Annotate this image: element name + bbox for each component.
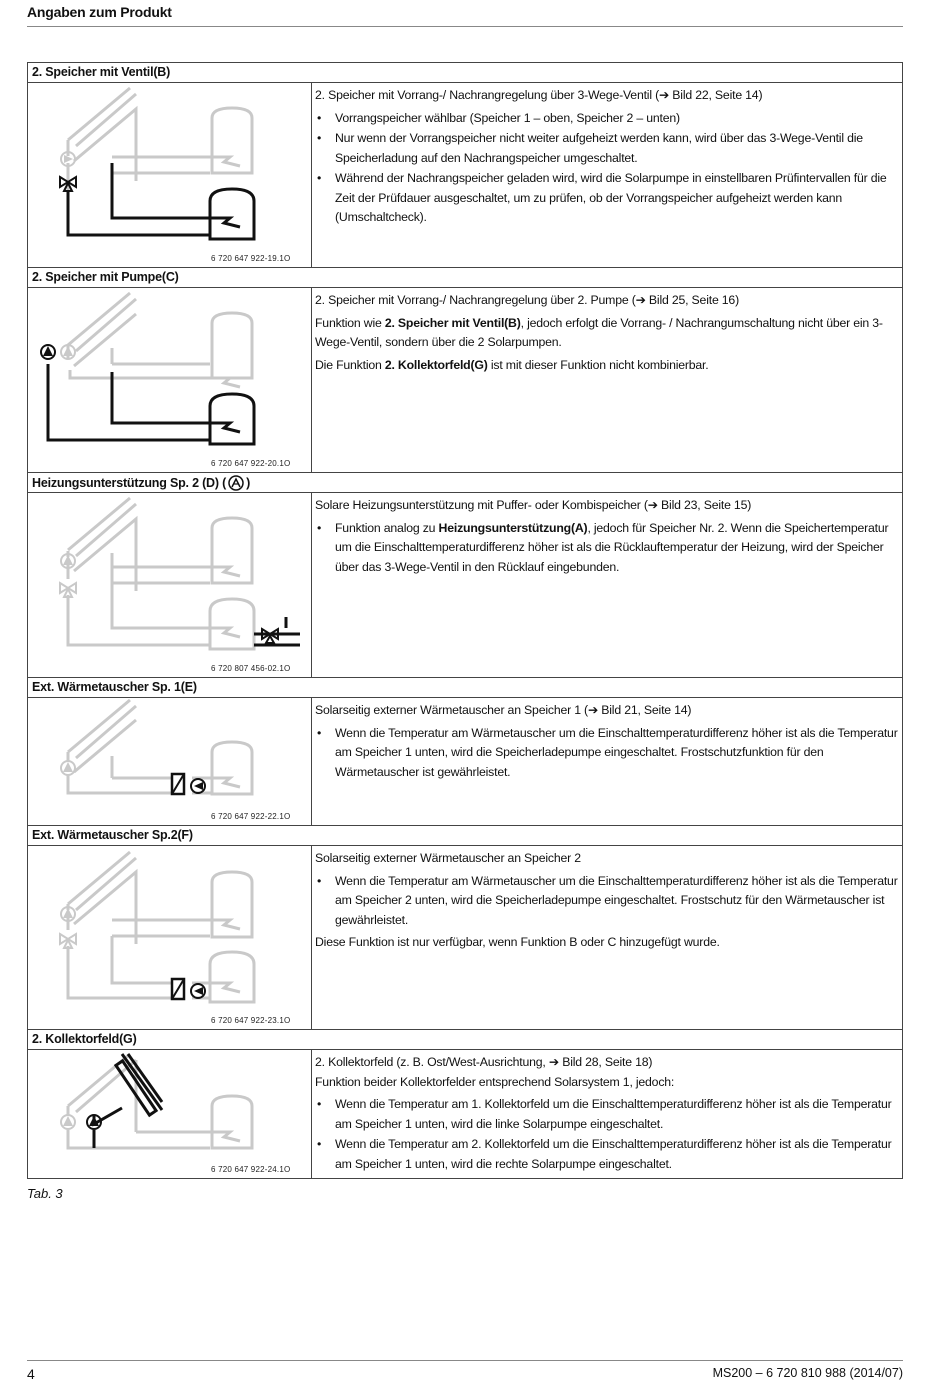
text-segment: ist mit dieser Funktion nicht kombinierbar.	[487, 357, 709, 372]
schematic-e	[28, 698, 312, 826]
function-reference: Heizungsunterstützung(A)	[438, 520, 588, 535]
text-line: Funktion beider Kollektorfelder entsprechend Solarsystem 1, jedoch:	[315, 1074, 675, 1089]
pump-icon	[191, 779, 205, 793]
text-segment: Funktion wie	[315, 315, 385, 330]
list-item: • Wenn die Temperatur am 2. Kollektorfeld um die Einschalttemperaturdifferenz höher ist als die Temperatur am Speicher 1 unten, wird die rechte Solarpumpe eingeschaltet.	[315, 1135, 898, 1174]
text-line: 2. Speicher mit Vorrang-/ Nachrangregelung über 2. Pumpe (➔ Bild 25, Seite 16)	[315, 293, 739, 307]
schematic-f	[28, 846, 312, 1030]
section-row-c	[28, 288, 902, 473]
section-title-b: 2. Speicher mit Ventil(B)	[28, 63, 902, 83]
bullet-list	[315, 872, 898, 931]
section-row-g	[28, 1050, 902, 1178]
figure-code: 6 720 807 456-02.1O	[211, 664, 291, 673]
function-table	[27, 62, 903, 1179]
figure-code: 6 720 647 922-22.1O	[211, 812, 291, 821]
text-line	[315, 356, 898, 376]
section-row-b	[28, 83, 902, 268]
list-item: • Wenn die Temperatur am Wärmetauscher um die Einschalttemperaturdifferenz höher ist als die Temperatur am Speicher 1 unten, wird die Speicherladepumpe eingeschaltet. Frostschutzfunktion für den Wärmetauscher ist gewährleistet.	[315, 724, 898, 783]
schematic-c	[28, 288, 312, 473]
figure-code: 6 720 647 922-23.1O	[211, 1016, 291, 1025]
section-text-g	[312, 1050, 902, 1178]
schematic-g	[28, 1050, 312, 1178]
diagram-d	[28, 493, 312, 677]
text-segment: , jedoch für Speicher Nr. 2. Wenn die Speichertemperatur um die Einschalttemperaturdifferenz höher ist als die Rücklauftemperatur der Heizung, wird der Speicher über das 3-Wege-Ventil in den Rücklauf eingebunden.	[335, 520, 889, 574]
three-way-valve-icon	[60, 583, 76, 597]
bullet-list	[315, 519, 898, 578]
text-line: Solarseitig externer Wärmetauscher an Speicher 2	[315, 851, 581, 865]
text-line: 2. Kollektorfeld (z. B. Ost/West-Ausrichtung, ➔ Bild 28, Seite 18)	[315, 1055, 653, 1069]
figure-code: 6 720 647 922-20.1O	[211, 459, 291, 468]
bullet-list	[315, 109, 898, 228]
list-item: • Nur wenn der Vorrangspeicher nicht weiter aufgeheizt werden kann, wird über das 3-Wege-Ventil die Speicherladung auf den Nachrangspeicher umgeschaltet.	[315, 129, 898, 168]
section-title-c: 2. Speicher mit Pumpe(C)	[28, 268, 902, 288]
schematic-d	[28, 493, 312, 678]
section-title-e: Ext. Wärmetauscher Sp. 1(E)	[28, 678, 902, 698]
text-segment: , jedoch erfolgt die Vorrang- / Nachrangumschaltung nicht über ein 3-Wege-Ventil, sondern über die 2 Solarpumpen.	[315, 315, 883, 349]
page-header: Angaben zum Produkt	[27, 4, 903, 27]
text-line: Diese Funktion ist nur verfügbar, wenn Funktion B oder C hinzugefügt wurde.	[315, 935, 720, 949]
section-title-g: 2. Kollektorfeld(G)	[28, 1030, 902, 1050]
section-title-f: Ext. Wärmetauscher Sp.2(F)	[28, 826, 902, 846]
heat-exchanger-icon	[172, 774, 184, 794]
page-number: 4	[27, 1366, 35, 1382]
list-item	[315, 519, 898, 578]
section-text-d	[312, 493, 902, 677]
section-title-d	[28, 473, 902, 493]
section-row-f	[28, 846, 902, 1030]
table-caption: Tab. 3	[27, 1186, 63, 1201]
pump-icon	[61, 1115, 75, 1129]
page-footer	[27, 1360, 903, 1382]
three-way-valve-icon	[262, 629, 278, 643]
text-line: 2. Speicher mit Vorrang-/ Nachrangregelung über 3-Wege-Ventil (➔ Bild 22, Seite 14)	[315, 88, 763, 102]
bullet-list	[315, 1095, 898, 1174]
figure-code: 6 720 647 922-19.1O	[211, 254, 291, 263]
function-reference: 2. Speicher mit Ventil(B)	[384, 315, 521, 330]
section-text-f	[312, 846, 902, 1029]
pump-icon	[41, 345, 55, 359]
diagram-e	[28, 698, 312, 825]
text-segment: Die Funktion	[315, 357, 385, 372]
diagram-f	[28, 846, 312, 1029]
heating-support-icon	[226, 475, 246, 491]
list-item: • Während der Nachrangspeicher geladen wird, wird die Solarpumpe in einstellbaren Prüfintervallen für die Zeit der Prüfdauer ausgeschaltet, um zu prüfen, ob der Vorrangspeicher aufgeheizt werden kann (Umschaltcheck).	[315, 169, 898, 228]
section-text-b	[312, 83, 902, 267]
bullet-list	[315, 724, 898, 783]
function-reference: 2. Kollektorfeld(G)	[384, 357, 488, 372]
diagram-g	[28, 1050, 312, 1178]
section-text-c	[312, 288, 902, 472]
text-line: Solare Heizungsunterstützung mit Puffer- oder Kombispeicher (➔ Bild 23, Seite 15)	[315, 498, 752, 512]
pump-icon	[191, 984, 205, 998]
figure-code: 6 720 647 922-24.1O	[211, 1165, 291, 1174]
schematic-b	[28, 83, 312, 268]
section-text-e	[312, 698, 902, 825]
list-item: • Wenn die Temperatur am Wärmetauscher um die Einschalttemperaturdifferenz höher ist als die Temperatur am Speicher 2 unten, wird die Speicherladepumpe eingeschaltet. Frostschutz für den Wärmetauscher ist gewährleistet.	[315, 872, 898, 931]
diagram-b	[28, 83, 312, 267]
section-row-e	[28, 698, 902, 826]
list-item: • Vorrangspeicher wählbar (Speicher 1 – oben, Speicher 2 – unten)	[315, 109, 898, 129]
diagram-c	[28, 288, 312, 472]
heat-exchanger-icon	[172, 979, 184, 999]
text-line	[315, 314, 898, 353]
section-title-text: Heizungsunterstützung Sp. 2 (D) (	[32, 476, 227, 490]
three-way-valve-icon	[60, 934, 76, 948]
document-id: MS200 – 6 720 810 988 (2014/07)	[712, 1366, 903, 1380]
text-segment: Funktion analog zu	[335, 520, 439, 535]
pump-icon	[61, 761, 75, 775]
section-row-d	[28, 493, 902, 678]
text-line: Solarseitig externer Wärmetauscher an Speicher 1 (➔ Bild 21, Seite 14)	[315, 703, 692, 717]
list-item: • Wenn die Temperatur am 1. Kollektorfeld um die Einschalttemperaturdifferenz höher ist als die Temperatur am Speicher 1 unten, wird die linke Solarpumpe eingeschaltet.	[315, 1095, 898, 1134]
section-title-text: )	[246, 476, 251, 490]
